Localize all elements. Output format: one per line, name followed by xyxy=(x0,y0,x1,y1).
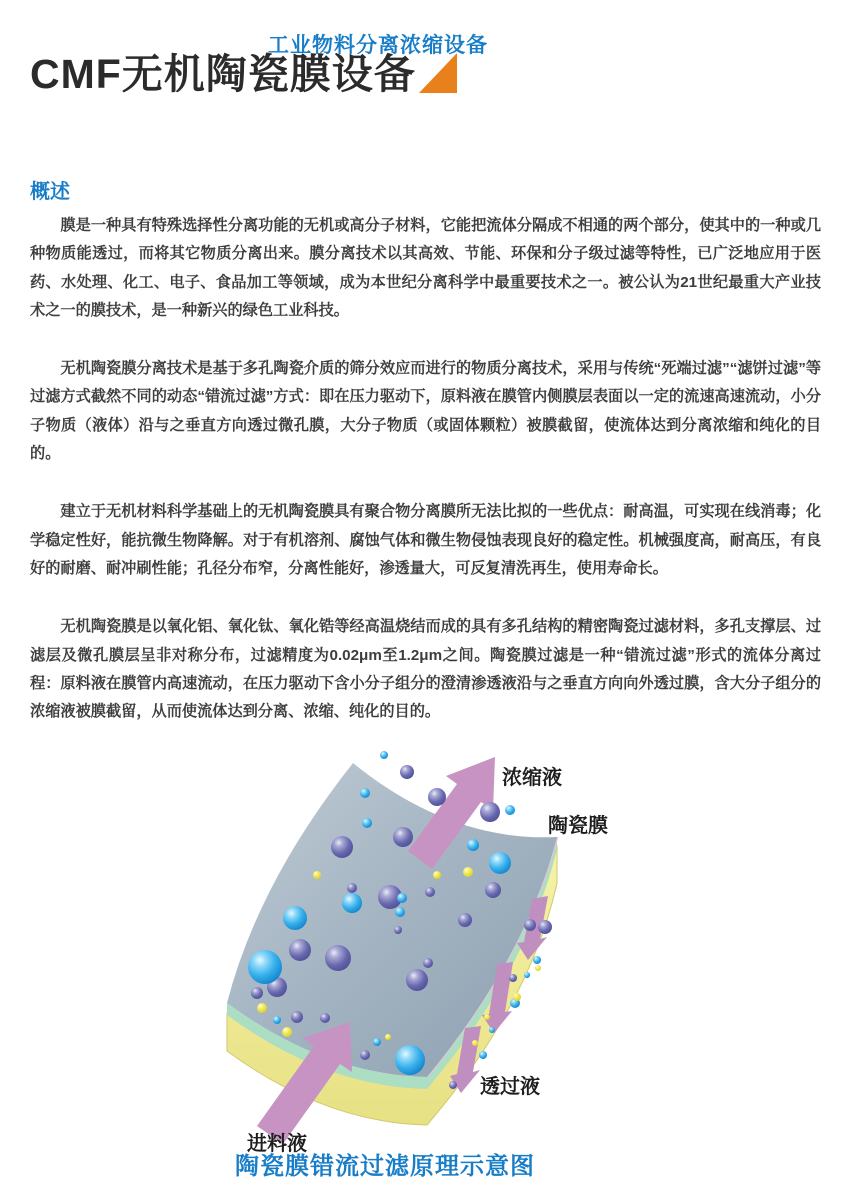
label-feed: 进料液 xyxy=(247,1133,307,1155)
overview-paragraph-4: 无机陶瓷膜是以氧化铝、氧化钛、氧化锆等经高温烧结而成的具有多孔结构的精密陶瓷过滤材料，多孔支撑层、过滤层及微孔膜层呈非对称分布，过滤精度为0.02μm至1.2μm之间。陶瓷膜过滤是一种“错流过滤”形式的流体分离过程：原料液在膜管内高速流动，在压力驱动下含小分子组分的澄清渗透液沿与之垂直方向向外透过膜，含大分子组分的浓缩液被膜截留，从而使流体达到分离、浓缩、纯化的目的。 xyxy=(30,618,821,721)
title-triangle-icon xyxy=(419,53,457,93)
overview-paragraph-2: 无机陶瓷膜分离技术是基于多孔陶瓷介质的筛分效应而进行的物质分离技术，采用与传统“死端过滤”“滤饼过滤”等过滤方式截然不同的动态“错流过滤”方式：即在压力驱动下，原料液在膜管内侧膜层表面以一定的流速高速流动，小分子物质（液体）沿与之垂直方向透过微孔膜，大分子物质（或固体颗粒）被膜截留，使流体达到分离浓缩和纯化的目的。 xyxy=(30,360,821,463)
figure-caption: 陶瓷膜错流过滤原理示意图 xyxy=(235,1153,535,1180)
overview-paragraph-3: 建立于无机材料科学基础上的无机陶瓷膜具有聚合物分离膜所无法比拟的一些优点：耐高温，可实现在线消毒；化学稳定性好，能抗微生物降解。对于有机溶剂、腐蚀气体和微生物侵蚀表现良好的稳定性。机械强度高，耐高压，有良好的耐磨、耐冲刷性能；孔径分布窄，分离性能好，渗透量大，可反复清洗再生，使用寿命长。 xyxy=(30,503,821,577)
label-concentrate: 浓缩液 xyxy=(502,767,562,789)
crossflow-filtration-diagram xyxy=(185,745,665,1195)
page-title-row xyxy=(30,50,457,98)
membrane-illustration xyxy=(185,745,655,1155)
overview-paragraph-1: 膜是一种具有特殊选择性分离功能的无机或高分子材料，它能把流体分隔成不相通的两个部分，使其中的一种或几种物质能透过，而将其它物质分离出来。膜分离技术以其高效、节能、环保和分子级过滤等特性，已广泛地应用于医药、水处理、化工、电子、食品加工等领域，成为本世纪分离科学中最重要技术之一。被公认为21世纪最重大产业技术之一的膜技术，是一种新兴的绿色工业科技。 xyxy=(30,217,821,319)
overview-text xyxy=(30,212,821,756)
page-title: CMF无机陶瓷膜设备 xyxy=(30,51,416,97)
label-permeate: 透过液 xyxy=(480,1076,540,1098)
label-ceramic-membrane: 陶瓷膜 xyxy=(548,815,608,837)
page-subtitle: 工业物料分离浓缩设备 xyxy=(268,34,488,57)
section-heading-overview: 概述 xyxy=(30,181,70,203)
